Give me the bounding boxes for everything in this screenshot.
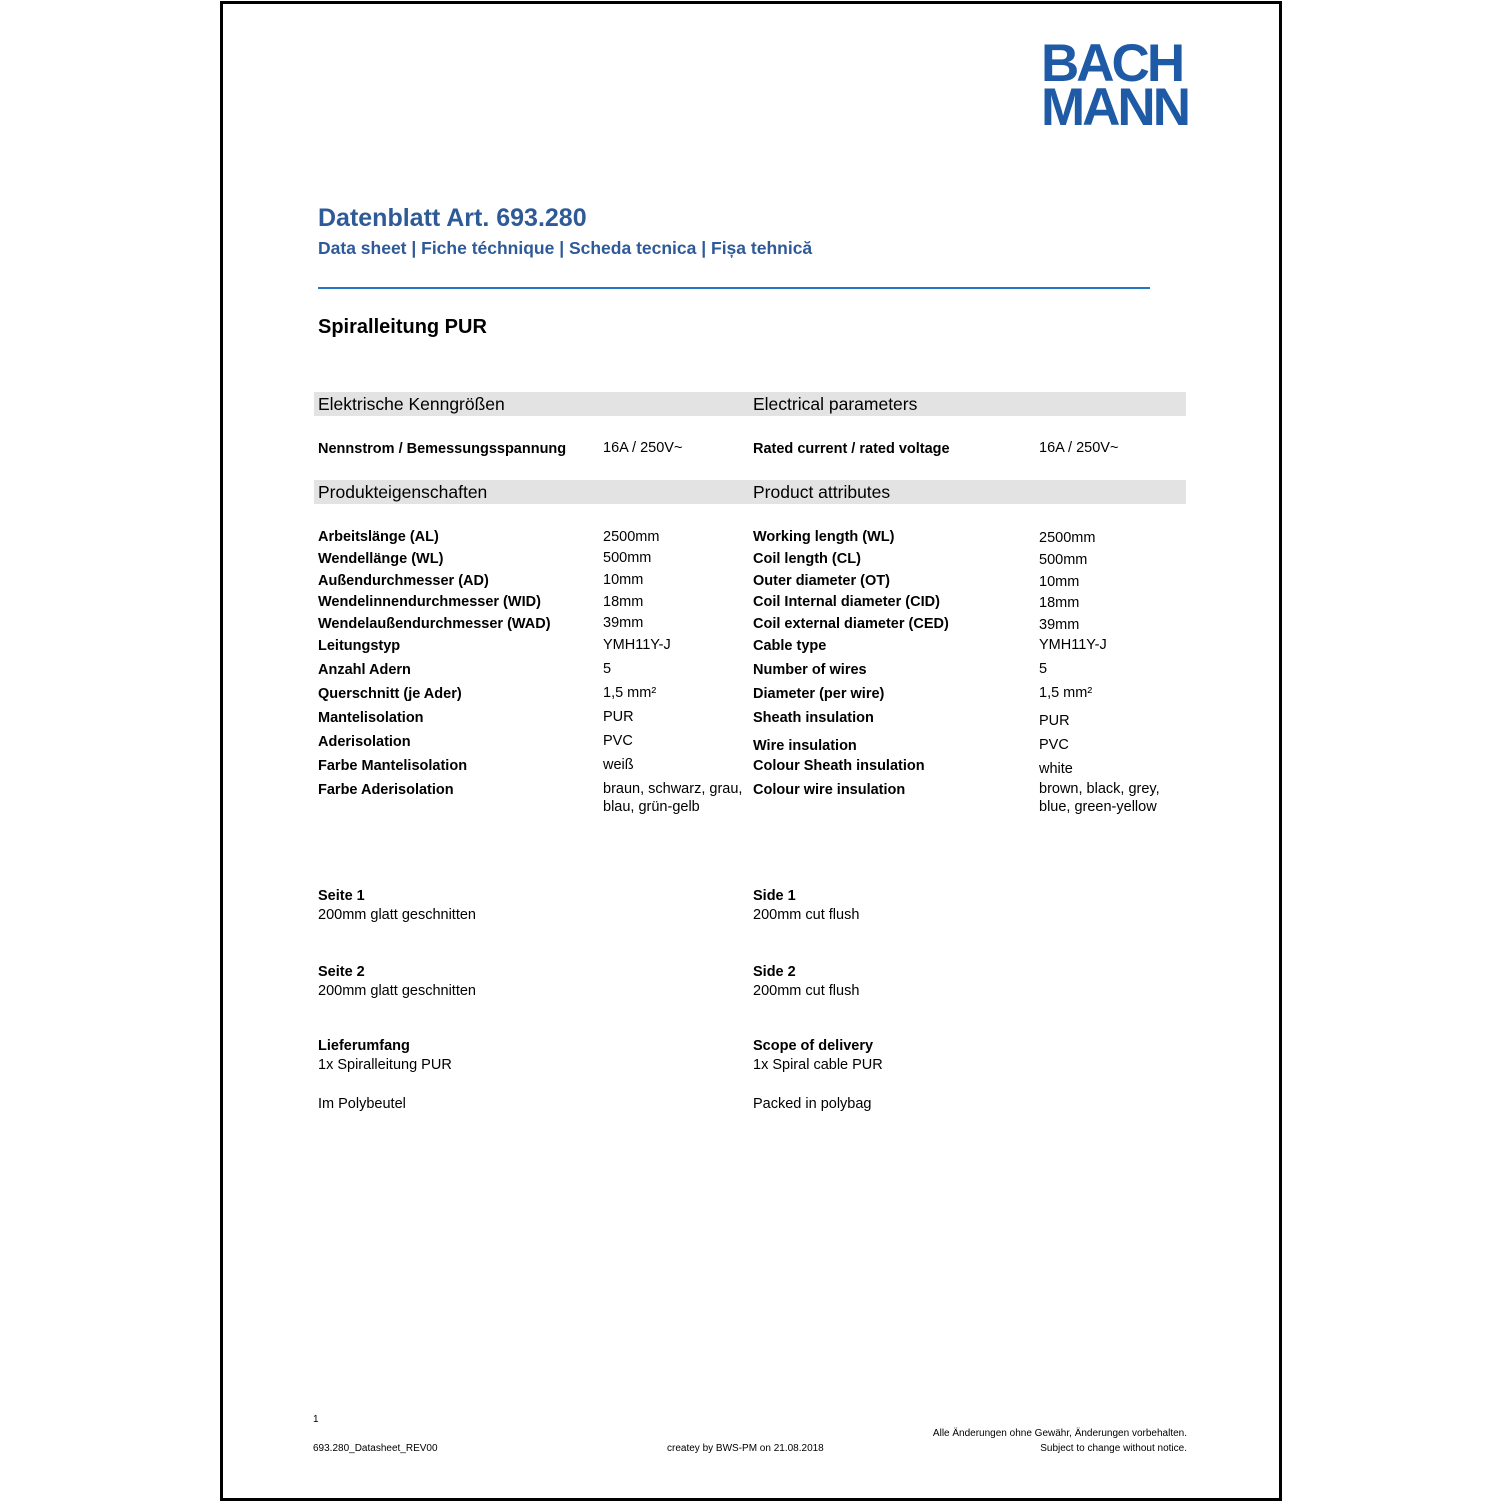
label-en: Rated current / rated voltage xyxy=(753,441,950,457)
delivery-item-de: 1x Spiralleitung PUR xyxy=(318,1057,452,1073)
section-heading-de: Produkteigenschaften xyxy=(318,482,488,502)
value-de: 5 xyxy=(603,661,612,677)
value-de: 18mm xyxy=(603,594,644,610)
value-de: 1,5 mm² xyxy=(603,685,657,701)
value-en: 39mm xyxy=(1039,617,1080,633)
label-en: Number of wires xyxy=(753,662,867,678)
side2-text-en: 200mm cut flush xyxy=(753,983,860,999)
value-en: 2500mm xyxy=(1039,530,1096,546)
value-en: PUR xyxy=(1039,713,1070,729)
label-de: Leitungstyp xyxy=(318,638,401,654)
label-de: Wendelaußendurchmesser (WAD) xyxy=(318,616,551,632)
value-de: 16A / 250V~ xyxy=(603,440,683,456)
value-en: PVC xyxy=(1039,737,1069,753)
delivery-title-en: Scope of delivery xyxy=(753,1038,874,1054)
disclaimer-en: Subject to change without notice. xyxy=(1040,1443,1187,1454)
label-de: Anzahl Adern xyxy=(318,662,411,678)
label-en: Diameter (per wire) xyxy=(753,686,885,702)
label-en: Sheath insulation xyxy=(753,710,874,726)
delivery-title-de: Lieferumfang xyxy=(318,1038,410,1054)
label-en: Outer diameter (OT) xyxy=(753,573,890,589)
value-en: 10mm xyxy=(1039,574,1080,590)
value-de-line-1: braun, schwarz, grau, xyxy=(603,781,743,797)
label-de: Querschnitt (je Ader) xyxy=(318,686,462,702)
value-en-line-2: blue, green-yellow xyxy=(1039,799,1157,815)
value-en: 1,5 mm² xyxy=(1039,685,1093,701)
value-de: 2500mm xyxy=(603,529,660,545)
section-heading-de: Elektrische Kenngrößen xyxy=(318,394,505,414)
value-en: 5 xyxy=(1039,661,1048,677)
document-id: 693.280_Datasheet_REV00 xyxy=(313,1443,438,1454)
section-heading-en: Electrical parameters xyxy=(753,394,918,414)
bachmann-logo xyxy=(1041,34,1189,137)
label-en: Working length (WL) xyxy=(753,529,895,545)
label-de: Nennstrom / Bemessungsspannung xyxy=(318,441,567,457)
side1-title-de: Seite 1 xyxy=(318,888,365,904)
value-de: 10mm xyxy=(603,572,644,588)
logo-line-1: BACH xyxy=(1041,34,1183,93)
label-en: Coil external diameter (CED) xyxy=(753,616,949,632)
delivery-item-en: 1x Spiral cable PUR xyxy=(753,1057,883,1073)
label-de: Mantelisolation xyxy=(318,710,424,726)
side2-title-en: Side 2 xyxy=(753,964,796,980)
logo-line-2: MANN xyxy=(1041,78,1188,137)
label-en: Coil length (CL) xyxy=(753,551,861,567)
label-de: Arbeitslänge (AL) xyxy=(318,529,439,545)
value-en-line-1: brown, black, grey, xyxy=(1039,781,1160,797)
value-de: weiß xyxy=(603,757,634,773)
label-de: Farbe Aderisolation xyxy=(318,782,454,798)
value-de: 39mm xyxy=(603,615,644,631)
header-divider xyxy=(318,287,1150,289)
label-de: Aderisolation xyxy=(318,734,411,750)
section-band-product xyxy=(314,480,1186,504)
label-en: Coil Internal diameter (CID) xyxy=(753,594,940,610)
side1-text-en: 200mm cut flush xyxy=(753,907,860,923)
product-name: Spiralleitung PUR xyxy=(318,316,487,338)
value-de: PVC xyxy=(603,733,633,749)
label-de: Außendurchmesser (AD) xyxy=(318,573,489,589)
value-de: YMH11Y-J xyxy=(603,637,671,653)
label-de: Wendellänge (WL) xyxy=(318,551,444,567)
section-band-electrical xyxy=(314,392,1186,416)
page-number: 1 xyxy=(313,1414,319,1425)
page-subtitle: Data sheet | Fiche téchnique | Scheda tecnica | Fișa tehnică xyxy=(318,238,813,258)
value-en: 18mm xyxy=(1039,595,1080,611)
created-note: createy by BWS-PM on 21.08.2018 xyxy=(667,1443,824,1454)
label-de: Wendelinnendurchmesser (WID) xyxy=(318,594,541,610)
value-en: white xyxy=(1039,761,1073,777)
disclaimer-de: Alle Änderungen ohne Gewähr, Änderungen vorbehalten. xyxy=(932,1428,1187,1439)
delivery-pack-de: Im Polybeutel xyxy=(318,1096,406,1112)
label-en: Colour Sheath insulation xyxy=(753,758,925,774)
label-de: Farbe Mantelisolation xyxy=(318,758,468,774)
value-en: 500mm xyxy=(1039,552,1088,568)
delivery-pack-en: Packed in polybag xyxy=(753,1096,872,1112)
side2-title-de: Seite 2 xyxy=(318,964,365,980)
label-en: Colour wire insulation xyxy=(753,782,906,798)
side1-title-en: Side 1 xyxy=(753,888,796,904)
value-de-line-2: blau, grün-gelb xyxy=(603,799,700,815)
page-title: Datenblatt Art. 693.280 xyxy=(318,204,587,232)
side1-text-de: 200mm glatt geschnitten xyxy=(318,907,476,923)
label-en: Wire insulation xyxy=(753,738,857,754)
side2-text-de: 200mm glatt geschnitten xyxy=(318,983,476,999)
label-en: Cable type xyxy=(753,638,827,654)
value-de: 500mm xyxy=(603,550,652,566)
value-en: YMH11Y-J xyxy=(1039,637,1107,653)
section-heading-en: Product attributes xyxy=(753,482,891,502)
value-en: 16A / 250V~ xyxy=(1039,440,1119,456)
value-de: PUR xyxy=(603,709,634,725)
